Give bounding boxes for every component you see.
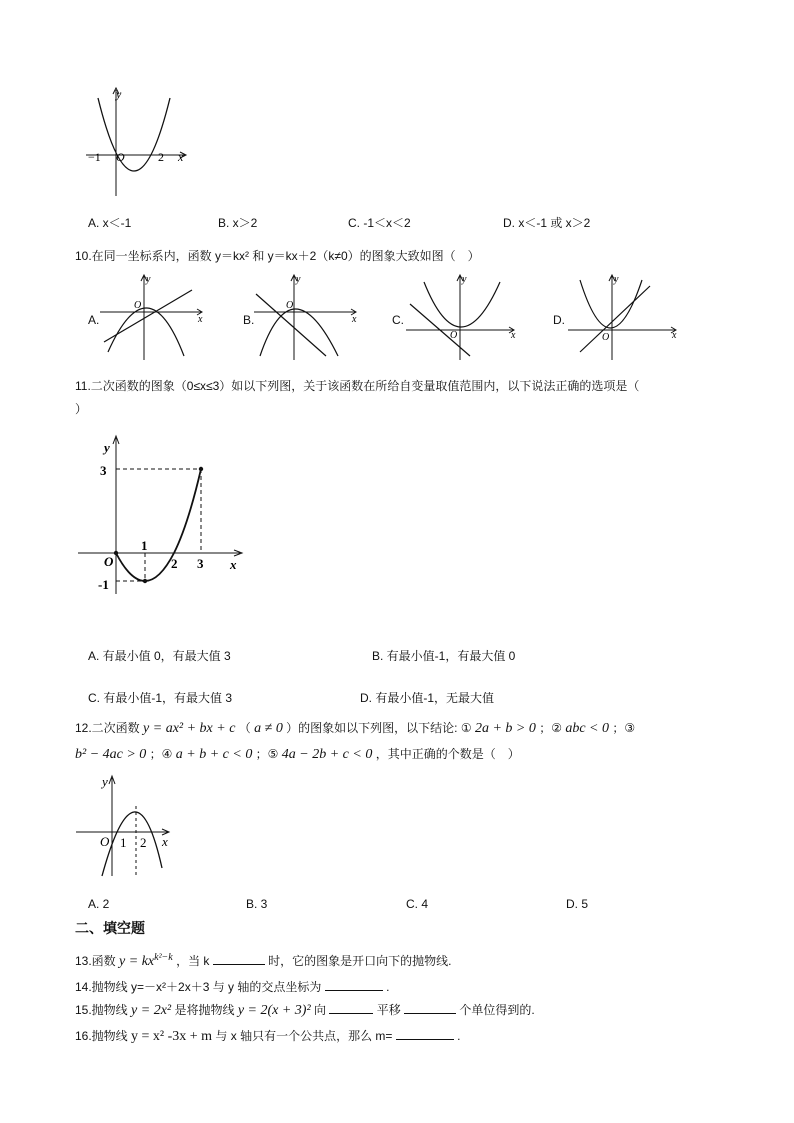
x-tick-1: 1 (141, 538, 148, 553)
q14-text-2: . (386, 980, 390, 994)
origin-label: O (100, 834, 110, 849)
q10-graph-b (252, 272, 362, 362)
q10-label-a[interactable]: A. (88, 313, 100, 327)
q12-conclusion-1: 2a + b > 0 (474, 721, 536, 736)
q11-stem-line2: ） (75, 402, 88, 416)
parabola-curve (424, 282, 500, 327)
q12-stem-line2 (75, 745, 520, 763)
q15-text-2: 是将抛物线 (174, 1003, 235, 1017)
origin-label: O (134, 300, 142, 311)
x-label: x (178, 150, 184, 164)
q12-conclusion-4: a + b + c < 0 (175, 747, 253, 762)
line-graph (104, 290, 192, 342)
q15-formula-2: y = 2(x + 3)² (237, 1003, 311, 1018)
q12-text-1: 12.二次函数 (75, 721, 140, 735)
y-label: y (146, 274, 151, 285)
q12-text-8: ，其中正确的个数是（ ） (375, 747, 520, 761)
q13-blank[interactable] (213, 953, 265, 965)
section-heading-fill-blank: 二、填空题 (75, 920, 145, 936)
q15-formula-1: y = 2x² (131, 1003, 172, 1018)
y-label: y (116, 87, 122, 101)
x-tick-2: 2 (140, 835, 147, 850)
q13-line (75, 952, 451, 970)
q16-text-2: 与 x 轴只有一个公共点，那么 m= (215, 1029, 393, 1043)
root-2-label: 2 (158, 150, 164, 164)
origin-label: O (116, 150, 125, 164)
q11-graph (74, 432, 246, 598)
root-neg1-label: −1 (88, 150, 101, 164)
q16-blank[interactable] (396, 1028, 454, 1040)
q12-option-a[interactable]: A. 2 (88, 897, 110, 911)
x-label: x (672, 330, 677, 341)
q11-option-c[interactable]: C. 有最小值-1，有最大值 3 (88, 691, 233, 705)
q16-line (75, 1027, 460, 1045)
q9-parabola-graph (82, 84, 194, 200)
q16-text-3: . (457, 1029, 461, 1043)
q10-graph-c (404, 272, 519, 362)
y-label: y (102, 774, 108, 789)
q12-text-2: （ (238, 721, 251, 735)
q12-function-formula: y = ax² + bx + c (143, 721, 236, 736)
q12-text-6: ；④ (149, 747, 173, 761)
q12-conclusion-5: 4a − 2b + c < 0 (281, 747, 373, 762)
q9-option-c[interactable]: C. -1＜x＜2 (348, 216, 411, 230)
q14-blank[interactable] (325, 979, 383, 991)
vertex-dot (143, 579, 147, 583)
q16-formula: y = x² -3x + m (131, 1029, 213, 1044)
q10-graph-a (98, 272, 208, 362)
q14-text-1: 14.抛物线 y=－x²＋2x＋3 与 y 轴的交点坐标为 (75, 980, 322, 994)
q12-text-3: ）的图象如以下列图，以下结论: ① (286, 721, 472, 735)
q9-option-b[interactable]: B. x＞2 (218, 216, 258, 230)
origin-label: O (450, 330, 458, 341)
q15-line (75, 1001, 535, 1019)
q11-option-a[interactable]: A. 有最小值 0，有最大值 3 (88, 649, 231, 663)
line-graph (580, 286, 650, 352)
parabola-curve (116, 469, 201, 581)
q12-option-c[interactable]: C. 4 (406, 897, 429, 911)
origin-label: O (104, 554, 114, 569)
q12-condition-formula: a ≠ 0 (254, 721, 283, 736)
q13-text-2: ，当 k (176, 954, 210, 968)
q12-option-d[interactable]: D. 5 (566, 897, 589, 911)
q12-option-b[interactable]: B. 3 (246, 897, 268, 911)
y-tick-neg1: -1 (98, 577, 109, 592)
x-tick-2: 2 (171, 556, 178, 571)
q13-text-1: 13.函数 (75, 954, 116, 968)
y-tick-3: 3 (100, 463, 107, 478)
q12-graph (74, 772, 174, 878)
y-label: y (104, 440, 110, 455)
y-label: y (462, 274, 467, 285)
x-label: x (352, 314, 357, 325)
q11-option-d[interactable]: D. 有最小值-1，无最大值 (360, 691, 495, 705)
parabola-curve (102, 812, 162, 876)
origin-dot (114, 551, 118, 555)
q12-conclusion-3: b² − 4ac > 0 (75, 747, 147, 762)
x-label: x (230, 557, 237, 572)
y-label: y (296, 274, 301, 285)
x-label: x (198, 314, 203, 325)
q14-line (75, 978, 389, 995)
q12-conclusion-2: abc < 0 (565, 721, 609, 736)
q16-text-1: 16.抛物线 (75, 1029, 128, 1043)
q9-option-a[interactable]: A. x＜-1 (88, 216, 132, 230)
q12-text-7: ；⑤ (255, 747, 279, 761)
origin-label: O (602, 332, 610, 343)
q15-text-3: 向 (314, 1003, 327, 1017)
endpoint-dot (199, 467, 203, 471)
parabola-curve (108, 308, 184, 356)
q15-text-1: 15.抛物线 (75, 1003, 128, 1017)
q10-label-d[interactable]: D. (553, 313, 565, 327)
q10-label-b[interactable]: B. (243, 313, 255, 327)
q15-blank-units[interactable] (404, 1002, 456, 1014)
x-tick-3: 3 (197, 556, 204, 571)
parabola-curve (580, 280, 642, 328)
q9-option-d[interactable]: D. x＜-1 或 x＞2 (503, 216, 591, 230)
x-label: x (162, 834, 168, 849)
q15-text-4: 平移 (376, 1003, 401, 1017)
q11-option-b[interactable]: B. 有最小值-1，有最大值 0 (372, 649, 516, 663)
q15-blank-direction[interactable] (329, 1002, 373, 1014)
x-tick-1: 1 (120, 835, 127, 850)
q12-text-5: ；③ (612, 721, 636, 735)
q13-formula: y = kx (119, 954, 155, 969)
q13-text-3: 时，它的图象是开口向下的抛物线. (268, 954, 452, 968)
q10-stem: 10.在同一坐标系内，函数 y＝kx² 和 y＝kx＋2（k≠0）的图象大致如图（ ） (75, 249, 480, 263)
origin-label: O (286, 300, 294, 311)
q10-label-c[interactable]: C. (392, 313, 404, 327)
q10-graph-d (566, 272, 681, 362)
q12-text-4: ；② (539, 721, 562, 735)
q11-stem-line1: 11.二次函数的图象（0≤x≤3）如以下列图，关于该函数在所给自变量取值范围内，以下说法正确的选项是（ (75, 379, 640, 393)
y-label: y (614, 274, 619, 285)
q13-exponent: k²−k (154, 952, 173, 963)
q15-text-5: 个单位得到的. (459, 1003, 535, 1017)
x-label: x (511, 330, 516, 341)
q12-stem-line1 (75, 719, 635, 737)
